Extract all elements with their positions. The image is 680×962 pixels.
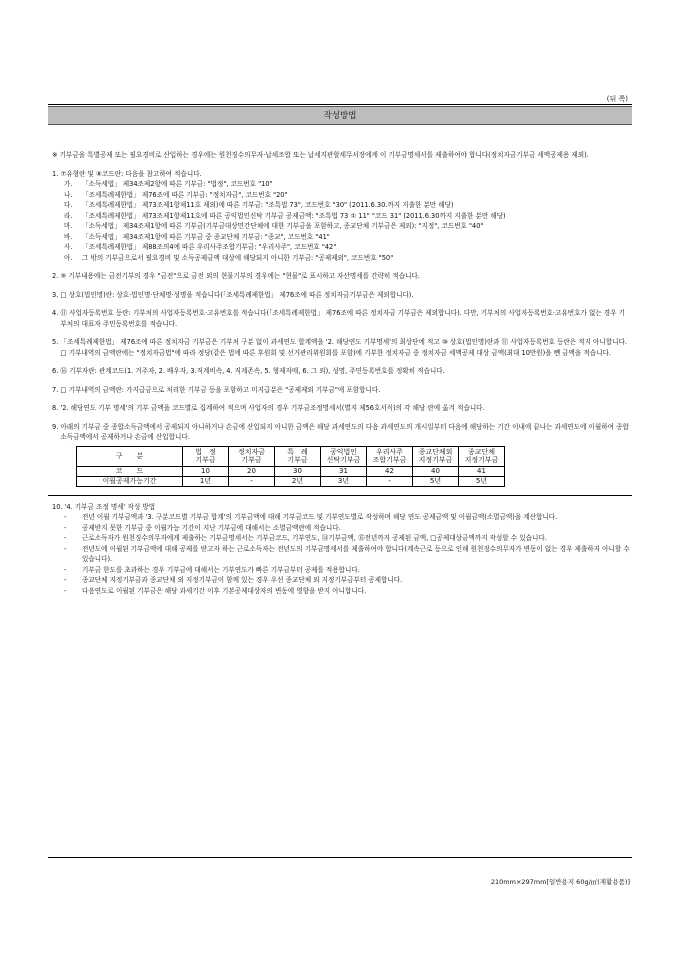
section-number: 7. [52, 385, 59, 394]
section-5 [52, 337, 630, 358]
list-item [64, 533, 630, 544]
table-header-cell: 종교단체 지정기부금 [459, 446, 505, 466]
list-item [64, 179, 630, 190]
paper-spec-footer: 210mm×297mm[일반용지 60g/㎡(재활용품)] [490, 878, 630, 886]
table-header-cell: 정치자금 기부금 [229, 446, 275, 466]
list-item-marker: 가. [64, 180, 73, 188]
section-text: ⑨ 기부내용에는 금전기부의 경우 "금전"으로 금전 외의 현물기부의 경우에는 "현물"로 표시하고 자산명세를 간략히 적습니다. [60, 272, 420, 280]
table-cell: 1년 [183, 476, 229, 486]
table-row-label: 코 드 [77, 466, 183, 476]
section-1-items [52, 179, 630, 263]
table-cell: 41 [459, 466, 505, 476]
section-text: '4. 기부금 조정 명세' 작성 방법 [64, 502, 156, 511]
list-item-text: 「조세특례제한법」 제76조에 따른 기부금: "정치자금", 코드번호 "20" [82, 190, 288, 199]
list-item-text: 「조세특례제한법」 제73조제1항제11호 제외)에 따른 기부금: "조특법 73", 코드번호 "30" (2011.6.30.까지 지출한 분만 해당) [82, 201, 454, 209]
table-cell: - [229, 476, 275, 486]
table-header-cell: 법 정 기부금 [183, 446, 229, 466]
table-header-cell: 구 분 [77, 446, 183, 466]
list-item [64, 200, 630, 211]
section-number: 9. [52, 422, 59, 431]
table-header-cell: 우리사주 조합기부금 [367, 446, 413, 466]
list-item [64, 512, 630, 523]
list-item-text: 전년도에 이월된 기부금액에 대해 공제를 받고자 하는 근로소득자는 전년도의 기부금명세서를 제출하여야 합니다(계속근로 등으로 인해 원천징수의무자가 변동이 없는 경우 제출하지 아니할 수 있습니다). [82, 544, 630, 563]
list-item-text: 「소득세법」 제34조제1항에 따른 기부금 중 종교단체 기부금: "종교", 코드번호 "41" [82, 232, 330, 241]
instructions-body [52, 150, 630, 604]
list-item-text: 근로소득자가 원천징수의무자에게 제출하는 기부금명세서는 기부금코드, 기부연도, ⑭기부금액, ⑮전년까지 공제된 금액, □공제대상금액까지 작성할 수 있습니다. [82, 534, 547, 542]
section-10 [52, 502, 630, 597]
section-number: 2. [52, 272, 59, 280]
list-item [64, 586, 630, 597]
list-item [64, 221, 630, 232]
section-6 [52, 366, 630, 377]
section-text: □ 상호(법인명)란: 상호·법인명·단체명·성명을 적습니다(「조세특례제한법」 제76조에 따른 정치자금기부금은 제외합니다). [60, 290, 414, 299]
list-item-marker: - [64, 576, 67, 584]
section-3 [52, 290, 630, 301]
list-item-marker: - [64, 513, 67, 521]
list-item-text: 다음연도로 이월된 기부금은 해당 과세기간 이후 기본공제대상자의 변동에 영향을 받지 아니합니다. [82, 586, 367, 595]
list-item-text: 공제받지 못한 기부금 중 이월가능 기간이 지난 기부금에 대해서는 소멸금액란에 적습니다. [82, 523, 341, 532]
list-item [64, 253, 630, 264]
list-item-text: 그 밖의 기부금으로서 필요경비 및 소득공제금액 대상에 해당되지 아니한 기부금: "공제제외", 코드번호 "50" [82, 253, 394, 262]
list-item [64, 211, 630, 222]
section-10-items [52, 512, 630, 596]
list-item [64, 544, 630, 565]
list-item-marker: 마. [64, 222, 73, 230]
list-item-marker: 바. [64, 232, 73, 241]
section-9 [52, 422, 630, 487]
list-item [64, 190, 630, 201]
table-header-cell: 공익법인 신탁기부금 [321, 446, 367, 466]
list-item-text: 종교단체 지정기부금과 종교단체 외 지정기부금이 함께 있는 경우 우선 종교단체 외 지정기부금부터 공제합니다. [82, 576, 403, 584]
table-cell: 30 [275, 466, 321, 476]
list-item-marker: - [64, 534, 67, 542]
list-item-text: 「조세특례제한법」 제88조의4에 따른 우리사주조합기부금: "우리사주", 코드번호 "42" [82, 243, 337, 251]
table-header-cell: 특 례 기부금 [275, 446, 321, 466]
list-item [64, 565, 630, 576]
section-divider [48, 495, 632, 496]
list-item [64, 242, 630, 253]
table-row-label: 이월공제가능기간 [77, 476, 183, 486]
list-item-text: 「소득세법」 제34조제2항에 따른 기부금: "법정", 코드번호 "10" [82, 180, 273, 188]
list-item [64, 232, 630, 243]
section-7 [52, 385, 630, 396]
list-item-marker: - [64, 523, 67, 532]
table-cell: 5년 [459, 476, 505, 486]
table-cell: 5년 [413, 476, 459, 486]
list-item-marker: 나. [64, 190, 73, 199]
table-cell: 20 [229, 466, 275, 476]
section-text: ⑯ 기부자란: 관계코드(1. 거주자, 2. 배우자, 3.직계비속, 4. 직계존속, 5. 형제자매, 6. 그 외), 성명, 주민등록번호를 정확히 적습니다. [60, 367, 445, 375]
list-item-text: 「조세특례제한법」 제73조제1항제11호에 따른 공익법인신탁 기부금 공제금액: "조특법 73 ① 11" "코드 31" (2011.6.30까지 지출한 분만 해당) [82, 211, 506, 220]
carryover-table [76, 446, 505, 487]
table-cell: 3년 [321, 476, 367, 486]
table-cell: - [367, 476, 413, 486]
list-item [64, 575, 630, 586]
list-item-marker: 라. [64, 211, 73, 220]
section-number: 8. [52, 404, 59, 412]
page-title: 작성방법 [48, 106, 632, 125]
section-text: ⑪ 사업자등록번호 등란: 기부처의 사업자등록번호·고유번호를 적습니다(「조세특례제한법」 제76조에 따른 정치자금 기부금은 제외합니다). 다만, 기부처의 사업자등록번호·고유번호가 없는 경우 기부처의 대표자 주민등록번호를 적습니다. [60, 309, 626, 328]
section-text: □ 기부내역의 금액란: 가지급금으로 처리한 기부금 등을 포함하고 미지급분은 "공제제외 기부금"에 포함합니다. [60, 385, 381, 394]
section-2 [52, 271, 630, 282]
section-8 [52, 403, 630, 414]
section-number: 5. [52, 338, 59, 346]
list-item-marker: 다. [64, 201, 73, 209]
bottom-rule [48, 857, 632, 858]
list-item-marker: - [64, 565, 67, 574]
section-text: 「조세특례제한법」 제76조에 따른 정치자금 기부금은 기부처 구분 없이 과세연도 합계액을 '2. 해당연도 기부명세'의 최상단에 적고 ⑩ 상호(법인명)란과 ⑪ 사업자등록번호 등란은 적지 아니합니다. □ 기부내역의 금액란에는 "정치자금법"에 따라 정당(같은 법에 따른 후원회 및 선거관리위원회를 포함)에 기부한 정치자금 중 정치자금 세액공제 대상 금액(최대 10만원)을 뺀 금액을 적습니다. [60, 338, 628, 357]
intro-note: ※ 기부금을 특별공제 또는 필요경비로 산입하는 경우에는 원천징수의무자·납세조합 또는 납세지관할세무서장에게 이 기부금명세서를 제출하여야 합니다(정치자금기부금 세액공제용 제외). [52, 151, 589, 159]
section-text: '2. 해당연도 기부 명세'의 기부 금액을 코드별로 집계하여 적으며 사업자의 경우 기부금조정명세서(별지 제56호서식)의 각 해당 란에 옮겨 적습니다. [60, 404, 485, 412]
section-number: 6. [52, 367, 59, 375]
table-cell: 2년 [275, 476, 321, 486]
list-item-marker: 아. [64, 253, 73, 262]
list-item-text: 「소득세법」 제34조제1항에 따른 기부금(기부금대상민간단체에 대한 기부금을 포함하고, 종교단체 기부금은 제외): "지정", 코드번호 "40" [82, 222, 484, 230]
list-item-marker: 사. [64, 243, 73, 251]
table-cell: 42 [367, 466, 413, 476]
top-rule [48, 104, 632, 105]
back-page-label: (뒤 쪽) [606, 95, 628, 103]
section-number: 3. [52, 290, 59, 299]
list-item-text: 기부금 한도를 초과하는 경우 기부금에 대해서는 기부연도가 빠른 기부금부터 공제를 적용합니다. [82, 565, 360, 574]
section-1 [52, 169, 630, 264]
table-cell: 31 [321, 466, 367, 476]
table-header-cell: 종교단체외 지정기부금 [413, 446, 459, 466]
section-4 [52, 308, 630, 329]
section-number: 10. [52, 502, 63, 511]
table-cell: 40 [413, 466, 459, 476]
list-item-marker: - [64, 544, 67, 553]
section-text: 아래의 기부금 중 종합소득금액에서 공제되지 아니하거나 손금에 산입되지 아니한 금액은 해당 과세연도의 다음 과세연도의 개시일부터 다음에 해당하는 기간 이내에 끝나는 과세연도에 이월하여 종합소득금액에서 공제하거나 손금에 산입합니다. [60, 422, 629, 441]
list-item-text: 전년 이월 기부금액과 '3. 구분코드별 기부금 합계'의 기부금액에 대해 기부금코드 및 기부연도별로 작성하며 해당 연도 공제금액 및 이월금액(소멸금액)을 계산합니다. [82, 513, 558, 521]
section-number: 4. [52, 309, 59, 317]
section-number: 1. [52, 169, 59, 178]
section-text: ⑦유형란 및 ⑧코드란: 다음을 참고하여 적습니다. [60, 169, 202, 178]
table-cell: 10 [183, 466, 229, 476]
list-item [64, 523, 630, 534]
list-item-marker: - [64, 586, 67, 595]
